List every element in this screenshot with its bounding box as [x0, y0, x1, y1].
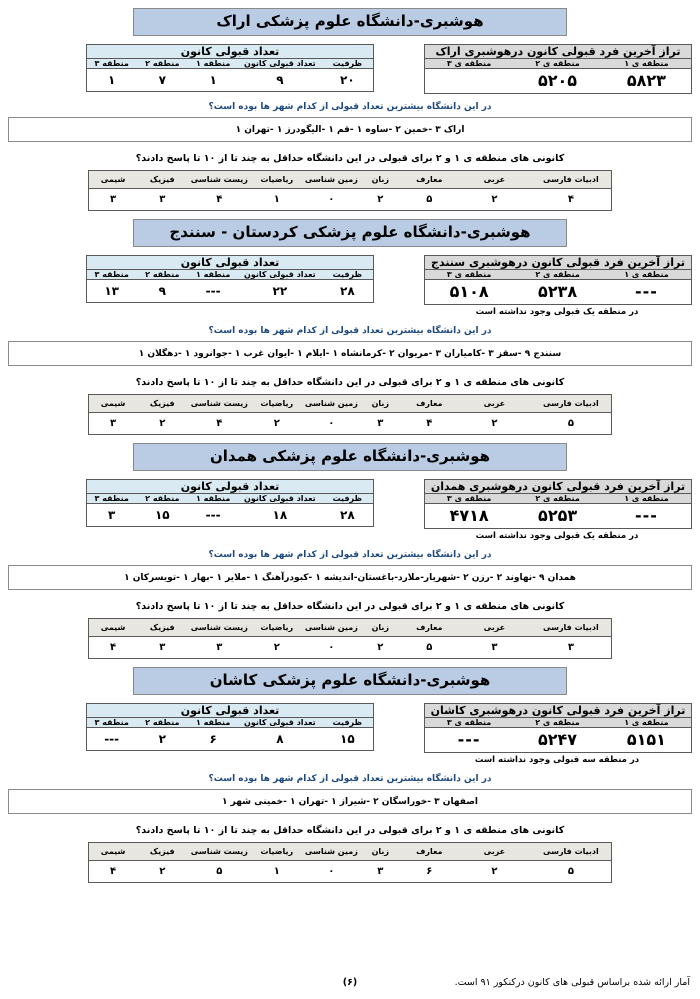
count-col-region2: منطقه ۲	[136, 270, 188, 280]
count-value-capacity: ۱۵	[340, 732, 355, 746]
question-answered-count: کانونی های منطقه ی ۱ و ۲ برای قبولی در این دانشگاه حداقل به چند تا از ۱۰ تا پاسخ دادند؟	[135, 377, 565, 388]
question-answered-count: کانونی های منطقه ی ۱ و ۲ برای قبولی در این دانشگاه حداقل به چند تا از ۱۰ تا پاسخ دادند؟	[135, 153, 565, 164]
subject-col-biology: زیست شناسی	[188, 171, 252, 189]
count-value-region3: ۱۳	[104, 284, 120, 298]
count-value-region3: ۱	[108, 73, 116, 87]
subject-col-literature: ادبیات فارسی	[531, 619, 612, 637]
taraz-table-title: تراز آخرین فرد قبولی کانون درهوشبری کاشان	[425, 704, 692, 718]
taraz-values-row	[425, 504, 692, 529]
university-section	[0, 443, 700, 659]
subject-value-math: ۲	[273, 642, 280, 653]
subject-col-language: زبان	[360, 843, 400, 861]
taraz-col-region1: منطقه ی ۱	[602, 718, 692, 728]
count-values-row	[87, 728, 374, 751]
count-table	[86, 479, 374, 527]
section-title: هوشبری-دانشگاه علوم پزشکی همدان	[133, 443, 567, 471]
subject-value-physics: ۳	[159, 194, 166, 205]
taraz-value-region3	[425, 69, 514, 94]
subject-value-biology: ۴	[216, 418, 223, 429]
subject-value-literature: ۵	[567, 418, 574, 429]
count-col-region1: منطقه ۱	[188, 494, 238, 504]
subject-value-biology: ۵	[216, 866, 223, 877]
taraz-col-region2: منطقه ی ۲	[513, 270, 602, 280]
question-top-cities: در این دانشگاه بیشترین تعداد قبولی از کدام شهر ها بوده است؟	[208, 326, 492, 336]
count-col-capacity: ظرفیت	[322, 494, 374, 504]
count-value-region2: ۲	[158, 732, 166, 746]
subject-col-biology: زیست شناسی	[188, 395, 252, 413]
subject-value-literature: ۳	[567, 642, 574, 653]
count-col-region3: منطقه ۳	[87, 494, 137, 504]
taraz-value-region1: ---	[635, 282, 658, 301]
count-col-accepted: تعداد قبولی کانون	[238, 718, 322, 728]
subject-value-math: ۱	[273, 866, 280, 877]
page-number: (۶)	[342, 977, 358, 988]
tables-row	[0, 255, 700, 305]
count-value-accepted: ۹	[276, 73, 284, 87]
count-col-accepted: تعداد قبولی کانون	[238, 59, 322, 69]
subject-col-religion: معارف	[401, 843, 459, 861]
taraz-table	[424, 479, 692, 529]
subject-col-religion: معارف	[401, 619, 459, 637]
count-table-title: تعداد قبولی کانون	[87, 256, 374, 270]
cities-list: سنندج ۹ -سقز ۳ -کامیاران ۳ -مریوان ۲ -کرمانشاه ۱ -ایلام ۱ -ایوان غرب ۱ -جوانرود ۱ -دهگلان ۱	[8, 341, 692, 366]
subject-col-geology: زمین شناسی	[303, 619, 361, 637]
subject-col-chemistry: شیمی	[89, 843, 138, 861]
subject-values-row	[89, 413, 612, 435]
no-acceptance-note: در منطقه یک قبولی وجود نداشته است	[475, 531, 639, 541]
count-value-accepted: ۸	[276, 732, 284, 746]
no-acceptance-note: در منطقه سه قبولی وجود نداشته است	[474, 755, 640, 765]
taraz-col-region3: منطقه ی ۳	[425, 59, 514, 69]
count-col-region3: منطقه ۳	[87, 59, 137, 69]
taraz-col-region3: منطقه ی ۳	[425, 270, 514, 280]
subject-value-language: ۲	[377, 194, 384, 205]
taraz-value-region2: ۵۲۵۳	[538, 506, 578, 525]
university-section	[0, 219, 700, 435]
no-acceptance-note: در منطقه یک قبولی وجود نداشته است	[475, 307, 639, 317]
subjects-table	[88, 618, 612, 659]
subject-col-literature: ادبیات فارسی	[531, 395, 612, 413]
count-values-row	[87, 504, 374, 527]
count-values-row	[87, 280, 374, 303]
question-top-cities: در این دانشگاه بیشترین تعداد قبولی از کدام شهر ها بوده است؟	[208, 102, 492, 112]
count-col-capacity: ظرفیت	[322, 59, 374, 69]
subject-col-chemistry: شیمی	[89, 395, 138, 413]
count-table-title: تعداد قبولی کانون	[87, 704, 374, 718]
taraz-value-region2: ۵۲۰۵	[537, 71, 577, 90]
subjects-table	[88, 842, 612, 883]
subject-col-biology: زیست شناسی	[188, 843, 252, 861]
subject-value-geology: ۰	[328, 866, 335, 877]
subject-col-chemistry: شیمی	[89, 619, 138, 637]
count-value-capacity: ۲۸	[340, 508, 355, 522]
count-table	[86, 44, 374, 92]
count-col-capacity: ظرفیت	[322, 718, 374, 728]
taraz-value-region2: ۵۲۴۷	[537, 730, 577, 749]
subject-col-physics: فیزیک	[137, 843, 187, 861]
subject-value-language: ۳	[377, 418, 384, 429]
count-table-title: تعداد قبولی کانون	[87, 480, 374, 494]
subject-value-geology: ۰	[328, 194, 335, 205]
cities-list: همدان ۹ -نهاوند ۲ -رزن ۲ -شهریار-ملارد-باغستان-اندیشه ۱ -کبودرآهنگ ۱ -ملایر ۱ -بهار ۱ -تویسرکان ۱	[8, 565, 692, 590]
count-values-row	[87, 69, 374, 92]
taraz-col-region3: منطقه ی ۳	[425, 718, 514, 728]
taraz-col-region3: منطقه ی ۳	[425, 494, 514, 504]
university-section	[0, 667, 700, 883]
subject-value-religion: ۶	[426, 866, 433, 877]
subject-value-physics: ۲	[159, 866, 166, 877]
subject-col-math: ریاضیات	[251, 171, 302, 189]
taraz-value-region3: ---	[457, 730, 481, 749]
count-col-region2: منطقه ۲	[136, 494, 188, 504]
subject-col-literature: ادبیات فارسی	[531, 171, 612, 189]
count-value-region3: ۳	[108, 508, 116, 522]
count-table-title: تعداد قبولی کانون	[87, 45, 374, 59]
tables-row	[0, 44, 700, 94]
subject-value-religion: ۵	[426, 194, 433, 205]
subject-value-religion: ۵	[426, 642, 433, 653]
subject-value-math: ۲	[273, 418, 280, 429]
count-col-region1: منطقه ۱	[188, 718, 238, 728]
subjects-table	[88, 394, 612, 435]
count-col-region1: منطقه ۱	[188, 59, 238, 69]
count-value-capacity: ۲۸	[340, 284, 355, 298]
subject-value-geology: ۰	[328, 642, 335, 653]
count-value-region1: ۶	[209, 732, 217, 746]
subject-values-row	[89, 637, 612, 659]
count-value-region1: ---	[205, 284, 221, 298]
question-top-cities: در این دانشگاه بیشترین تعداد قبولی از کدام شهر ها بوده است؟	[208, 550, 492, 560]
taraz-value-region1: ۵۱۵۱	[626, 730, 666, 749]
subject-value-geology: ۰	[328, 418, 335, 429]
subject-col-physics: فیزیک	[137, 395, 187, 413]
subject-values-row	[89, 861, 612, 883]
subject-value-chemistry: ۴	[109, 642, 117, 653]
subject-value-religion: ۴	[426, 418, 433, 429]
subject-col-religion: معارف	[401, 395, 459, 413]
subject-col-arabic: عربی	[458, 843, 531, 861]
subject-col-arabic: عربی	[458, 395, 531, 413]
footer-note: آمار ارائه شده براساس قبولی های کانون درکنکور ۹۱ است.	[454, 977, 690, 988]
tables-row	[0, 703, 700, 753]
section-title: هوشبری-دانشگاه علوم پزشکی اراک	[133, 8, 567, 36]
taraz-values-row	[425, 280, 692, 305]
question-top-cities: در این دانشگاه بیشترین تعداد قبولی از کدام شهر ها بوده است؟	[208, 774, 492, 784]
taraz-col-region1: منطقه ی ۱	[602, 59, 692, 69]
subject-col-language: زبان	[360, 395, 400, 413]
subject-col-math: ریاضیات	[251, 395, 302, 413]
count-col-region2: منطقه ۲	[136, 59, 188, 69]
count-col-accepted: تعداد قبولی کانون	[238, 494, 322, 504]
subject-col-math: ریاضیات	[251, 619, 302, 637]
count-col-region3: منطقه ۳	[87, 718, 137, 728]
count-value-region2: ۷	[158, 73, 166, 87]
report-page	[0, 8, 700, 999]
taraz-values-row	[425, 69, 692, 94]
count-value-region2: ۱۵	[154, 508, 170, 522]
subject-col-religion: معارف	[401, 171, 459, 189]
count-value-region3: ---	[104, 732, 120, 746]
subject-col-physics: فیزیک	[137, 619, 187, 637]
subject-col-biology: زیست شناسی	[188, 619, 252, 637]
subject-col-geology: زمین شناسی	[303, 843, 361, 861]
cities-list: اراک ۳ -خمین ۲ -ساوه ۱ -قم ۱ -الیگودرز ۱ -تهران ۱	[8, 117, 692, 142]
taraz-table-title: تراز آخرین فرد قبولی کانون درهوشبری همدان	[425, 480, 692, 494]
taraz-table	[424, 44, 692, 94]
subject-col-math: ریاضیات	[251, 843, 302, 861]
count-value-accepted: ۱۸	[272, 508, 288, 522]
taraz-table	[424, 255, 692, 305]
taraz-value-region3: ۴۷۱۸	[449, 506, 489, 525]
university-section	[0, 8, 700, 211]
subject-col-literature: ادبیات فارسی	[531, 843, 612, 861]
count-value-region2: ۹	[158, 284, 166, 298]
count-value-region1: ۱	[209, 73, 217, 87]
subject-value-language: ۲	[377, 642, 384, 653]
subject-value-arabic: ۳	[491, 642, 498, 653]
question-answered-count: کانونی های منطقه ی ۱ و ۲ برای قبولی در این دانشگاه حداقل به چند تا از ۱۰ تا پاسخ دادند؟	[135, 601, 565, 612]
subject-values-row	[89, 189, 612, 211]
subject-col-physics: فیزیک	[137, 171, 187, 189]
subject-value-literature: ۴	[567, 194, 574, 205]
subject-value-chemistry: ۴	[109, 866, 117, 877]
taraz-col-region1: منطقه ی ۱	[602, 494, 692, 504]
subject-value-chemistry: ۳	[109, 194, 117, 205]
subject-value-math: ۱	[273, 194, 280, 205]
taraz-values-row	[425, 728, 692, 753]
subject-value-arabic: ۲	[491, 194, 498, 205]
taraz-col-region2: منطقه ی ۲	[513, 59, 602, 69]
subject-col-language: زبان	[360, 171, 400, 189]
count-col-accepted: تعداد قبولی کانون	[238, 270, 322, 280]
subjects-table	[88, 170, 612, 211]
subject-col-geology: زمین شناسی	[303, 395, 361, 413]
count-col-capacity: ظرفیت	[322, 270, 374, 280]
count-value-capacity: ۲۰	[340, 73, 355, 87]
taraz-value-region2: ۵۲۳۸	[538, 282, 578, 301]
taraz-table-title: تراز آخرین فرد قبولی کانون درهوشبری سنندج	[425, 256, 692, 270]
count-col-region3: منطقه ۳	[87, 270, 137, 280]
taraz-col-region1: منطقه ی ۱	[602, 270, 692, 280]
subject-value-language: ۳	[377, 866, 384, 877]
subject-value-arabic: ۲	[491, 866, 498, 877]
subject-value-chemistry: ۳	[109, 418, 117, 429]
subject-col-arabic: عربی	[458, 171, 531, 189]
question-answered-count: کانونی های منطقه ی ۱ و ۲ برای قبولی در این دانشگاه حداقل به چند تا از ۱۰ تا پاسخ دادند؟	[135, 825, 565, 836]
taraz-value-region3: ۵۱۰۸	[449, 282, 489, 301]
subject-col-language: زبان	[360, 619, 400, 637]
count-col-region2: منطقه ۲	[136, 718, 188, 728]
count-table	[86, 255, 374, 303]
count-col-region1: منطقه ۱	[188, 270, 238, 280]
section-title: هوشبری-دانشگاه علوم پزشکی کردستان - سنندج	[133, 219, 567, 247]
subject-value-physics: ۳	[159, 642, 166, 653]
taraz-table-title: تراز آخرین فرد قبولی کانون درهوشبری اراک	[425, 45, 692, 59]
count-value-accepted: ۲۲	[272, 284, 288, 298]
sections-container	[0, 8, 700, 883]
page-footer	[0, 977, 700, 991]
subject-value-physics: ۲	[159, 418, 166, 429]
section-title: هوشبری-دانشگاه علوم پزشکی کاشان	[133, 667, 567, 695]
subject-value-biology: ۴	[216, 194, 223, 205]
subject-value-biology: ۳	[216, 642, 223, 653]
cities-list: اصفهان ۳ -خوراسگان ۲ -شیراز ۱ -تهران ۱ -خمینی شهر ۱	[8, 789, 692, 814]
taraz-value-region1: ---	[635, 506, 658, 525]
taraz-value-region1: ۵۸۲۳	[626, 71, 666, 90]
subject-value-arabic: ۲	[491, 418, 498, 429]
subject-col-chemistry: شیمی	[89, 171, 138, 189]
count-table	[86, 703, 374, 751]
taraz-col-region2: منطقه ی ۲	[513, 494, 602, 504]
taraz-table	[424, 703, 692, 753]
subject-value-literature: ۵	[567, 866, 574, 877]
taraz-col-region2: منطقه ی ۲	[513, 718, 602, 728]
subject-col-geology: زمین شناسی	[303, 171, 361, 189]
tables-row	[0, 479, 700, 529]
subject-col-arabic: عربی	[458, 619, 531, 637]
count-value-region1: ---	[205, 508, 221, 522]
